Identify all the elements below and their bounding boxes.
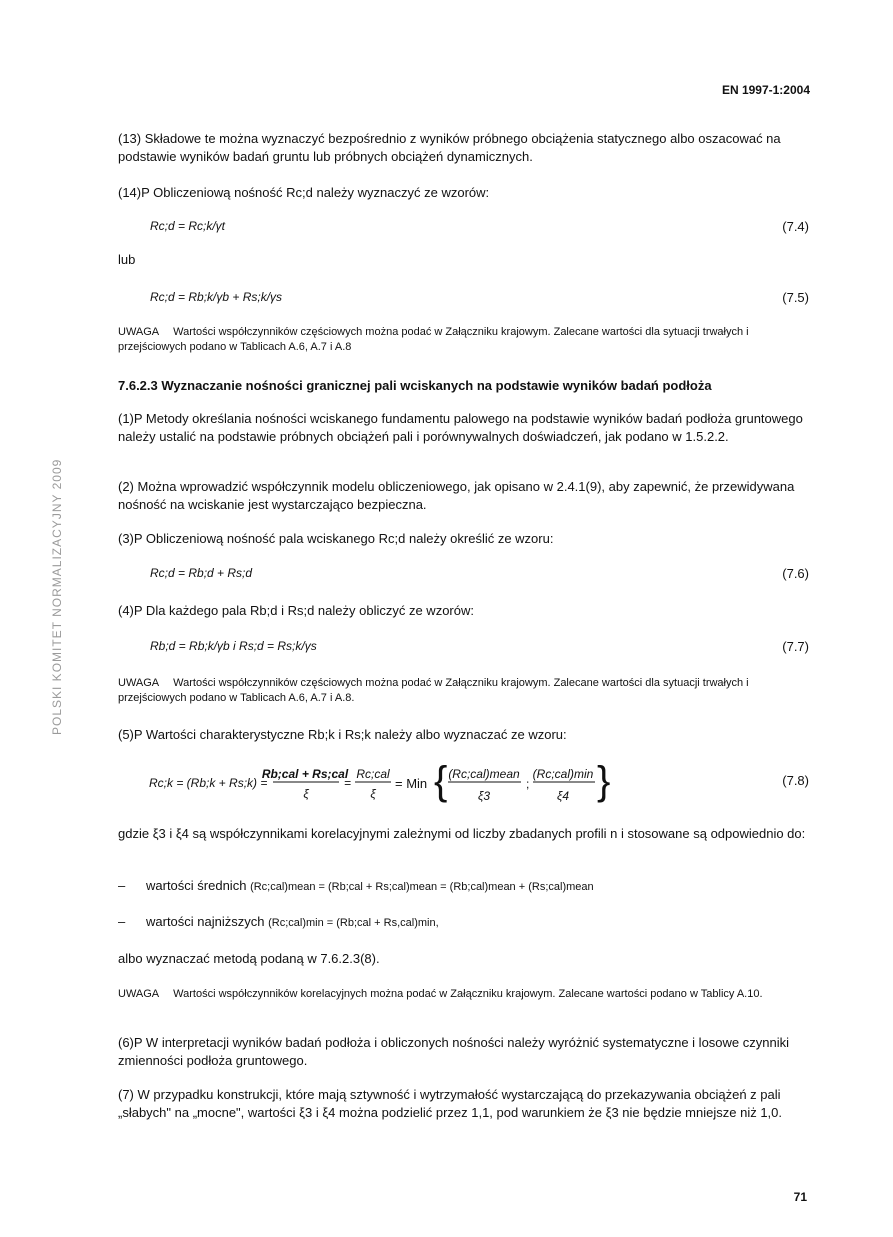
equation-number-7-6: (7.6)	[782, 566, 809, 581]
note-text: Wartości współczynników korelacyjnych można podać w Załączniku krajowym. Zalecane wartości podano w Tablicy A.10.	[173, 988, 763, 1000]
eq78-min: = Min	[395, 776, 428, 791]
equation-number-7-4: (7.4)	[782, 219, 809, 234]
eq78-separator: ;	[526, 777, 530, 791]
eq78-num4: (Rc;cal)min	[532, 767, 594, 781]
equation-number-7-5: (7.5)	[782, 290, 809, 305]
bullet-label: wartości średnich	[146, 878, 247, 893]
note-1	[118, 325, 818, 355]
standard-header: EN 1997-1:2004	[721, 83, 810, 97]
or-label: lub	[118, 252, 136, 267]
section-paragraph-3: (3)P Obliczeniową nośność pala wciskanego Rc;d należy określić ze wzoru:	[118, 531, 554, 546]
equation-7-5: Rc;d = Rb;k/γb + Rs;k/γs	[150, 290, 283, 304]
eq78-num1: Rb;cal + Rs;cal	[261, 767, 349, 781]
bullet-mean: – wartości średnich (Rc;cal)mean = (Rb;cal + Rs;cal)mean = (Rb;cal)mean + (Rs;cal)mean	[118, 878, 594, 893]
eq78-den3: ξ3	[477, 789, 491, 803]
note-3	[118, 987, 818, 1002]
paragraph-14: (14)P Obliczeniową nośność Rc;d należy wyznaczyć ze wzorów:	[118, 185, 490, 200]
section-heading: 7.6.2.3 Wyznaczanie nośności granicznej pali wciskanych na podstawie wyników badań podłoża	[118, 378, 712, 393]
note-tag: UWAGA	[118, 988, 160, 1000]
section-paragraph-1: (1)P Metody określania nośności wciskanego fundamentu palowego na podstawie wyników badań podłoża gruntowego należy ustalić na podstawie próbnych obciążeń pali i porównywalnych doświadczeń, jak podano w 1.5.2.2.	[118, 411, 803, 444]
eq78-brace-left: {	[434, 759, 448, 803]
eq78-eq-sign: =	[344, 776, 352, 790]
where-paragraph: gdzie ξ3 i ξ4 są współczynnikami korelacyjnymi zależnymi od liczby zbadanych profili n i stosowane są odpowiednio do:	[118, 826, 806, 841]
equation-7-7: Rb;d = Rb;k/γb i Rs;d = Rs;k/γs	[150, 639, 317, 653]
note-text: Wartości współczynników częściowych można podać w Załączniku krajowym. Zalecane wartości dla sytuacji trwałych i przejściowych podano w Tablicach A.6, A.7 i A.8	[118, 326, 749, 353]
note-tag: UWAGA	[118, 677, 160, 689]
bullet-expression: (Rc;cal)mean = (Rb;cal + Rs;cal)mean = (Rb;cal)mean + (Rs;cal)mean	[250, 881, 594, 893]
section-paragraph-6: (6)P W interpretacji wyników badań podłoża i obliczonych nośności należy wyróżnić systematyczne i losowe czynniki zmienności podłoża gruntowego.	[118, 1035, 789, 1068]
eq78-den4: ξ4	[556, 789, 570, 803]
note-tag: UWAGA	[118, 326, 160, 338]
section-paragraph-7: (7) W przypadku konstrukcji, które mają sztywność i wytrzymałość wystarczającą do przekazywania obciążeń z pali „słabych" na „mocne", wartości ξ3 i ξ4 można podzielić przez 1,1, pod warunkiem że ξ3 nie będzie mniejsze niż 1,0.	[118, 1087, 783, 1120]
equation-7-4: Rc;d = Rc;k/γt	[150, 219, 226, 233]
eq78-lhs: Rc;k = (Rb;k + Rs;k) =	[149, 776, 268, 790]
note-text: Wartości współczynników częściowych można podać w Załączniku krajowym. Zalecane wartości dla sytuacji trwałych i przejściowych podano w Tablicach A.6, A.7 i A.8.	[118, 677, 749, 704]
equation-7-6: Rc;d = Rb;d + Rs;d	[150, 566, 253, 580]
paragraph-13: (13) Składowe te można wyznaczyć bezpośrednio z wyników próbnego obciążenia statycznego albo oszacować na podstawie wyników badań gruntu lub próbnych obciążeń dynamicznych.	[118, 131, 781, 164]
eq78-num2: Rc;cal	[356, 767, 390, 781]
section-paragraph-2: (2) Można wprowadzić współczynnik modelu obliczeniowego, jak opisano w 2.4.1(9), aby zapewnić, że przewidywana nośność na wciskanie jest wystarczająco bezpieczna.	[118, 479, 795, 512]
eq78-brace-right: }	[597, 759, 611, 803]
equation-number-7-7: (7.7)	[782, 639, 809, 654]
equation-7-8	[145, 758, 615, 810]
eq78-den2: ξ	[370, 787, 376, 801]
watermark: POLSKI KOMITET NORMALIZACYJNY 2009	[50, 458, 64, 735]
alternative-paragraph: albo wyznaczać metodą podaną w 7.6.2.3(8).	[118, 951, 380, 966]
section-paragraph-5: (5)P Wartości charakterystyczne Rb;k i Rs;k należy albo wyznaczać ze wzoru:	[118, 727, 567, 742]
eq78-den1: ξ	[303, 787, 309, 801]
eq78-num3: (Rc;cal)mean	[448, 767, 520, 781]
bullet-min: – wartości najniższych (Rc;cal)min = (Rb;cal + Rs,cal)min,	[118, 914, 439, 929]
equation-number-7-8: (7.8)	[782, 773, 809, 788]
page-number: 71	[793, 1190, 807, 1204]
note-2	[118, 676, 818, 706]
bullet-expression: (Rc;cal)min = (Rb;cal + Rs,cal)min,	[268, 917, 439, 929]
section-paragraph-4: (4)P Dla każdego pala Rb;d i Rs;d należy obliczyć ze wzorów:	[118, 603, 474, 618]
bullet-label: wartości najniższych	[146, 914, 265, 929]
